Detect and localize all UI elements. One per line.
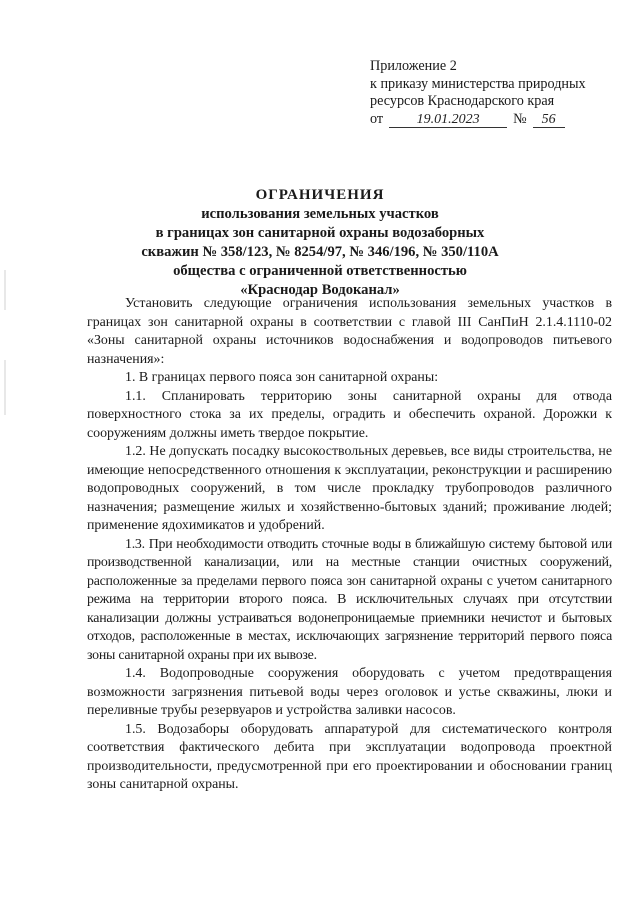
paragraph-section-1: 1. В границах первого пояса зон санитарной охраны: xyxy=(125,370,439,385)
paragraph-1-1: 1.1. Спланировать территорию зоны санитарной охраны для отвода поверхностного стока за их пределы, оградить и обеспечить охраной. Дорожки к сооружениям должны иметь твердое покрытие. xyxy=(87,388,612,441)
paragraph-1-2: 1.2. Не допускать посадку высокоствольных деревьев, все виды строительства, не имеющие непосредственного отношения к эксплуатации, реконструкции и расширению водопроводных сооружений, в том числе прокладку трубопроводов различного назначения; размещение жилых и хозяйственно-бытовых зданий; проживание людей; применение ядохимикатов и удобрений. xyxy=(87,444,612,533)
paragraph-1-5: 1.5. Водозаборы оборудовать аппаратурой для систематического контроля соответствия фактического дебита при эксплуатации водопровода проектной производительности, предусмотренной при его проектировании и обосновании границ зоны санитарной охраны. xyxy=(87,721,612,792)
paragraph-intro: Установить следующие ограничения использования земельных участков в границах зон санитарной охраны в соответствии с главой III СанПиН 2.1.4.1110-02 «Зоны санитарной охраны источников водоснабжения и водопроводов питьевого назначения»: xyxy=(87,296,612,367)
annex-date-line xyxy=(370,111,610,129)
number-prefix: № xyxy=(513,110,527,127)
annex-block xyxy=(370,58,610,128)
handwritten-number: 56 xyxy=(533,112,565,128)
paragraph-1-3: 1.3. При необходимости отводить сточные воды в ближайшую систему бытовой или производственной канализации, или на местные станции очистных сооружений, расположенные за пределами первого пояса зон санитарной охраны с учетом санитарного режима на территории второго пояса. В исключительных случаях при отсутствии канализации должны устраиваться водонепроницаемые приемники нечистот и бытовых отходов, расположенные в местах, исключающих загрязнение территорий первого пояса зоны санитарной охраны при их вывозе. xyxy=(87,536,612,663)
handwritten-date: 19.01.2023 xyxy=(389,112,507,128)
scan-artifact xyxy=(4,270,6,310)
title-heading: ОГРАНИЧЕНИЯ xyxy=(255,187,385,203)
title-line: скважин № 358/123, № 8254/97, № 346/196, № 350/110А xyxy=(141,244,499,260)
document-title xyxy=(60,186,580,300)
title-line: общества с ограниченной ответственностью xyxy=(173,263,467,279)
annex-line: Приложение 2 xyxy=(370,58,457,74)
title-line: в границах зон санитарной охраны водозаборных xyxy=(155,225,485,241)
scan-artifact xyxy=(4,360,6,415)
annex-line: к приказу министерства природных xyxy=(370,75,586,92)
title-line: использования земельных участков xyxy=(201,206,439,222)
title-line: «Краснодар Водоканал» xyxy=(240,282,400,298)
document-body xyxy=(87,295,612,795)
paragraph-1-4: 1.4. Водопроводные сооружения оборудовать с учетом предотвращения возможности загрязнения питьевой воды через оголовок и устье скважины, люки и переливные трубы резервуаров и устройства заливки насосов. xyxy=(87,666,612,718)
annex-line: ресурсов Краснодарского края xyxy=(370,93,555,109)
date-prefix: от xyxy=(370,110,384,127)
